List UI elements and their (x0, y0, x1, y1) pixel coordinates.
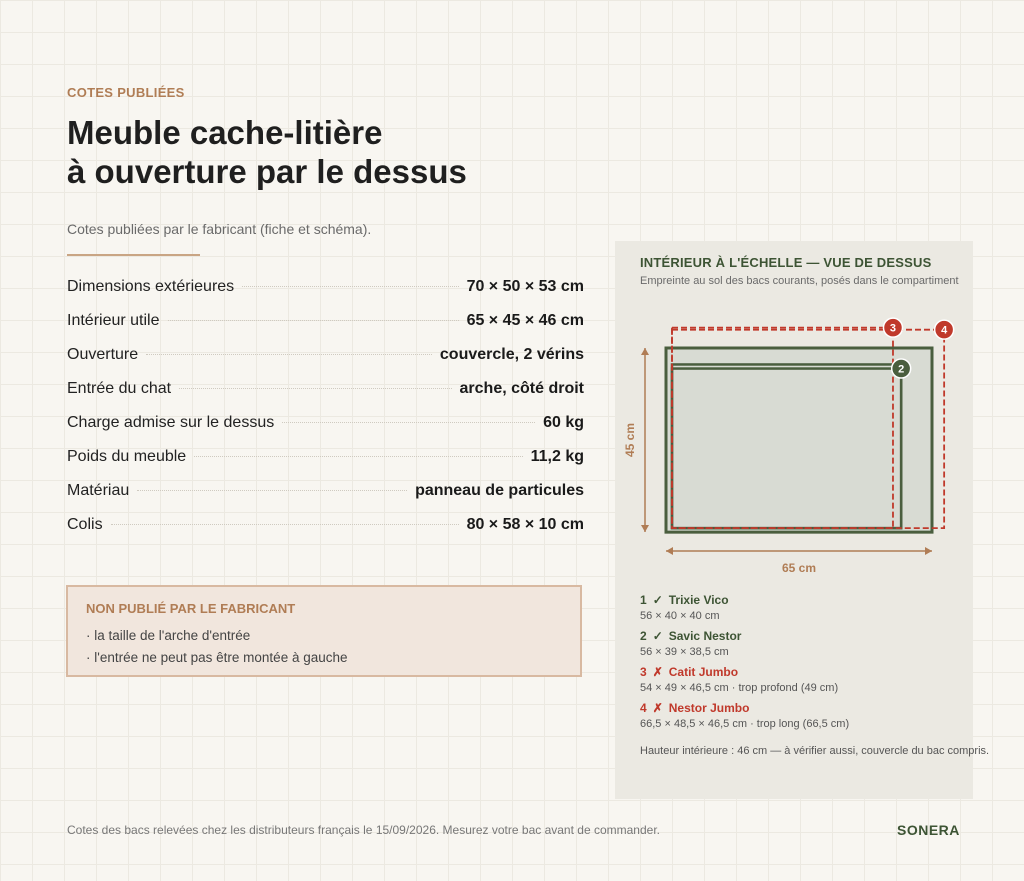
spec-label: Matériau (67, 482, 130, 499)
legend-name (640, 629, 970, 644)
cross-icon: ✗ (652, 701, 663, 715)
spec-label: Charge admise sur le dessus (67, 414, 275, 431)
tray-dims: 56 × 39 × 38,5 cm (640, 646, 729, 658)
dot-leader (179, 388, 451, 389)
legend-name (640, 665, 970, 680)
tray-name: Trixie Vico (668, 593, 729, 607)
title-rule (67, 254, 200, 256)
check-icon: ✓ (652, 629, 663, 643)
tray-dims: 66,5 × 48,5 × 46,5 cm · trop long (66,5 cm) (640, 718, 850, 730)
depth-arrow-top (641, 348, 649, 355)
dot-leader (282, 422, 535, 423)
tray-dims: 54 × 49 × 46,5 cm · trop profond (49 cm) (640, 682, 839, 694)
width-label: 65 cm (781, 561, 817, 575)
depth-arrow-bottom (641, 525, 649, 532)
diagram-subtitle: Empreinte au sol des bacs courants, posés dans le compartiment (640, 275, 959, 287)
spec-row (67, 482, 584, 516)
legend-number: 1 (640, 593, 647, 607)
tray-legend (640, 593, 970, 737)
title-line-1: Meuble cache-litière (67, 114, 383, 151)
check-icon: ✓ (652, 593, 663, 607)
legend-number: 4 (640, 701, 647, 715)
legend-item (640, 629, 970, 665)
spec-label: Dimensions extérieures (67, 278, 235, 295)
dot-leader (168, 320, 459, 321)
legend-number: 3 (640, 665, 647, 679)
spec-value: panneau de particules (415, 482, 584, 499)
spec-row (67, 516, 584, 550)
spec-label: Entrée du chat (67, 380, 172, 397)
dot-leader (194, 456, 522, 457)
legend-number: 2 (640, 629, 647, 643)
spec-row (67, 278, 584, 312)
spec-row (67, 380, 584, 414)
spec-row (67, 448, 584, 482)
spec-row (67, 312, 584, 346)
tray-name: Nestor Jumbo (668, 701, 750, 715)
spec-value: 65 × 45 × 46 cm (466, 312, 584, 329)
spec-label: Colis (67, 516, 103, 533)
tray-badge-number: 3 (889, 322, 897, 335)
depth-label: 45 cm (623, 422, 637, 458)
subtitle: Cotes publiées par le fabricant (fiche et schéma). (67, 221, 372, 237)
tray-badge-number: 2 (898, 363, 905, 376)
tray-dims: 56 × 40 × 40 cm (640, 610, 720, 622)
footer-note: Cotes des bacs relevées chez les distributeurs français le 15/09/2026. Mesurez votre bac avant de commander. (67, 823, 660, 837)
kicker: COTES PUBLIÉES (67, 85, 185, 100)
dot-leader (146, 354, 432, 355)
spec-value: arche, côté droit (459, 380, 584, 397)
diagram-title: INTÉRIEUR À L'ÉCHELLE — VUE DE DESSUS (640, 255, 932, 270)
page-title (67, 113, 467, 191)
legend-item (640, 701, 970, 737)
top-view-diagram (615, 241, 973, 586)
not-published-box (66, 585, 582, 677)
scale-diagram-panel (615, 241, 990, 799)
legend-item (640, 665, 970, 701)
not-published-title: NON PUBLIÉ PAR LE FABRICANT (86, 601, 296, 616)
spec-value: 60 kg (543, 414, 584, 431)
legend-name (640, 593, 970, 608)
dot-leader (111, 524, 459, 525)
brand-logo: SONERA (897, 822, 960, 838)
height-footnote: Hauteur intérieure : 46 cm — à vérifier aussi, couvercle du bac compris. (640, 745, 990, 757)
title-line-2: à ouverture par le dessus (67, 153, 467, 190)
spec-label: Poids du meuble (67, 448, 187, 465)
spec-row (67, 414, 584, 448)
spec-value: 11,2 kg (530, 448, 584, 465)
spec-value: 80 × 58 × 10 cm (466, 516, 584, 533)
dot-leader (137, 490, 407, 491)
spec-row (67, 346, 584, 380)
spec-label: Intérieur utile (67, 312, 160, 329)
cross-icon: ✗ (652, 665, 663, 679)
legend-item (640, 593, 970, 629)
tray-name: Savic Nestor (668, 629, 742, 643)
width-arrow-left (666, 547, 673, 555)
tray-badge-number: 4 (941, 324, 948, 337)
width-arrow-right (925, 547, 932, 555)
legend-name (640, 701, 970, 716)
spec-value: couvercle, 2 vérins (439, 346, 584, 363)
tray-name: Catit Jumbo (668, 665, 739, 679)
spec-label: Ouverture (67, 346, 139, 363)
not-published-item: · l'entrée ne peut pas être montée à gauche (86, 650, 348, 665)
spec-value: 70 × 50 × 53 cm (466, 278, 584, 295)
not-published-item: · la taille de l'arche d'entrée (86, 628, 251, 643)
dot-leader (242, 286, 458, 287)
spec-list (67, 278, 584, 550)
